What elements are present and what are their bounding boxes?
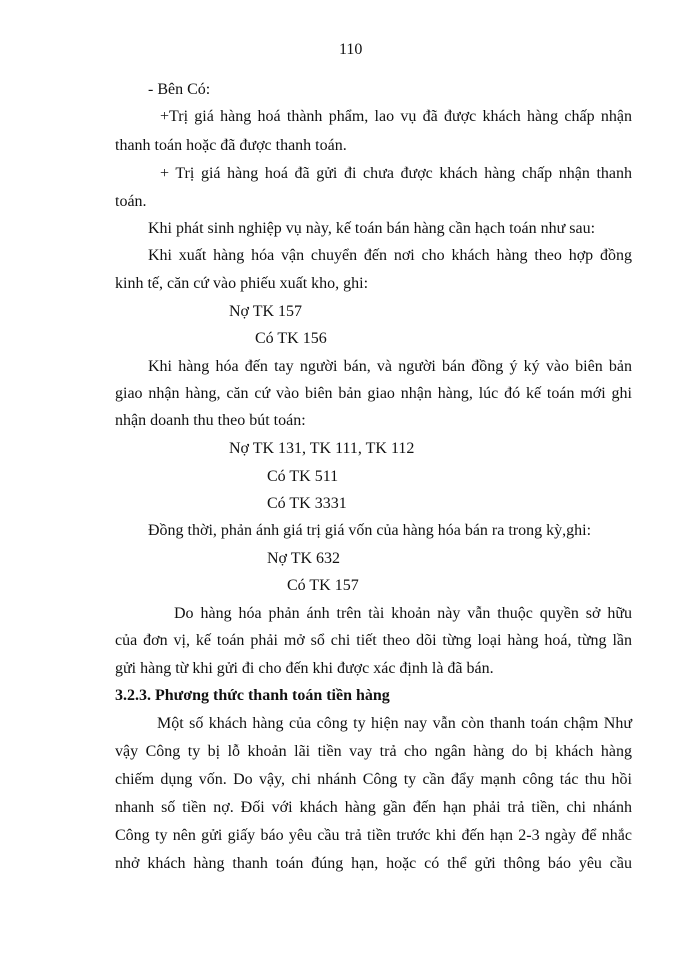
journal-entry: Nợ TK 632 (267, 550, 341, 567)
text-line: chiếm dụng vốn. Do vậy, chi nhánh Công ty cần đẩy mạnh công tác thu hồi (115, 771, 632, 788)
text-line: nhở khách hàng thanh toán đúng hạn, hoặc có thể gửi thông báo yêu cầu (115, 855, 632, 872)
text-line: toán. (115, 193, 147, 210)
journal-entry: Nợ TK 131, TK 111, TK 112 (229, 440, 415, 457)
text-line: Công ty nên gửi giấy báo yêu cầu trả tiền trước khi đến hạn 2-3 ngày để nhắc (115, 827, 632, 844)
text-line: - Bên Có: (148, 81, 211, 98)
page-number: 110 (339, 41, 363, 58)
text-line: Đồng thời, phản ánh giá trị giá vốn của hàng hóa bán ra trong kỳ,ghi: (148, 522, 592, 539)
text-line: kinh tế, căn cứ vào phiếu xuất kho, ghi: (115, 275, 369, 292)
text-line: Một số khách hàng của công ty hiện nay vẫn còn thanh toán chậm Như (157, 715, 632, 732)
journal-entry: Nợ TK 157 (229, 303, 303, 320)
text-line: thanh toán hoặc đã được thanh toán. (115, 137, 347, 154)
text-line: của đơn vị, kế toán phải mở sổ chi tiết theo dõi từng loại hàng hoá, từng lần (115, 632, 632, 649)
journal-entry: Có TK 156 (255, 330, 327, 347)
journal-entry: Có TK 511 (267, 468, 339, 485)
journal-entry: Có TK 157 (287, 577, 359, 594)
text-line: nhanh số tiền nợ. Đối với khách hàng gần đến hạn phải trả tiền, chi nhánh (115, 799, 632, 816)
journal-entry: Có TK 3331 (267, 495, 347, 512)
text-line: gửi hàng từ khi gửi đi cho đến khi được xác định là đã bán. (115, 660, 494, 677)
text-line: +Trị giá hàng hoá thành phẩm, lao vụ đã được khách hàng chấp nhận (160, 108, 632, 125)
text-line: Khi hàng hóa đến tay người bán, và người bán đồng ý ký vào biên bản (148, 358, 632, 375)
text-line: giao nhận hàng, căn cứ vào biên bản giao nhận hàng, lúc đó kế toán mới ghi (115, 385, 632, 402)
text-line: Khi xuất hàng hóa vận chuyển đến nơi cho khách hàng theo hợp đồng (148, 247, 632, 264)
text-line: Do hàng hóa phản ánh trên tài khoản này vẫn thuộc quyền sở hữu (174, 605, 632, 622)
text-line: Khi phát sinh nghiệp vụ này, kế toán bán hàng cần hạch toán như sau: (148, 220, 596, 237)
text-line: + Trị giá hàng hoá đã gửi đi chưa được khách hàng chấp nhận thanh (160, 165, 632, 182)
section-heading: 3.2.3. Phương thức thanh toán tiền hàng (115, 687, 390, 704)
text-line: nhận doanh thu theo bút toán: (115, 412, 306, 429)
text-line: vậy Công ty bị lỗ khoản lãi tiền vay trả cho ngân hàng do bị khách hàng (115, 743, 632, 760)
